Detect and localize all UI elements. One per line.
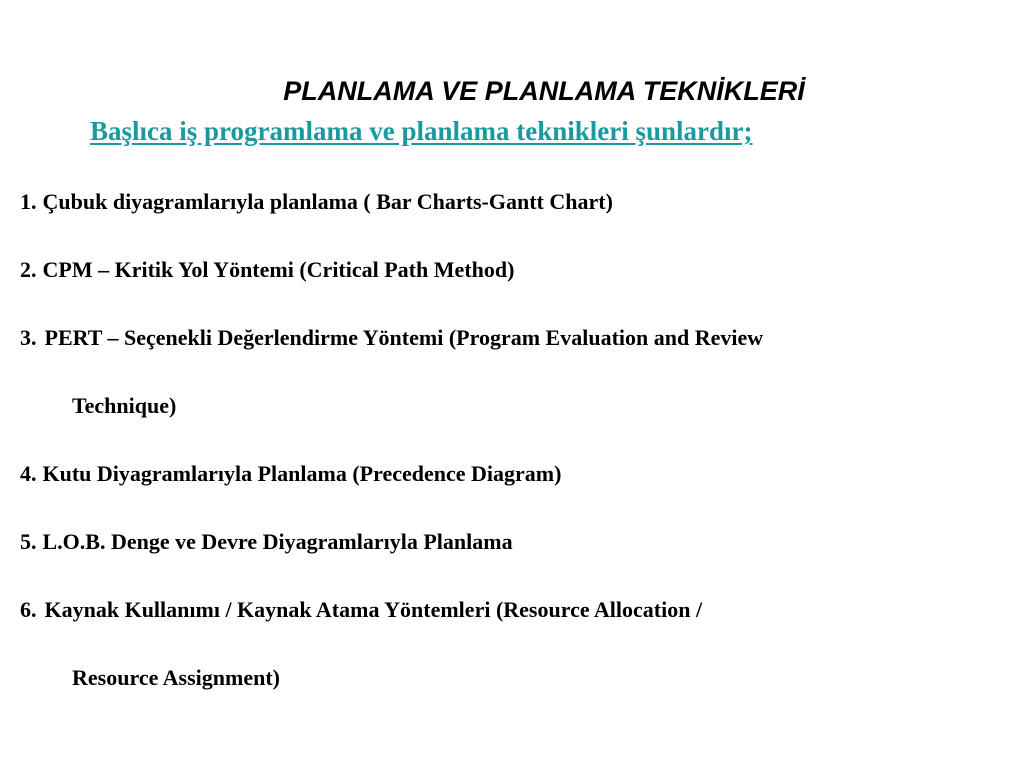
item-number: 4. bbox=[20, 461, 37, 486]
item-text: CPM – Kritik Yol Yöntemi (Critical Path Method) bbox=[42, 257, 515, 282]
item-number: 2. bbox=[20, 257, 37, 282]
item-number: 5. bbox=[20, 529, 37, 554]
item-number: 6. bbox=[20, 597, 37, 622]
item-first-line bbox=[20, 304, 998, 372]
list-item bbox=[20, 185, 998, 219]
item-text: PERT – Seçenekli Değerlendirme Yöntemi (Program Evaluation and Review bbox=[44, 325, 764, 350]
slide-subtitle: Başlıca iş programlama ve planlama teknikleri şunlardır; bbox=[90, 116, 753, 146]
item-first-line bbox=[20, 576, 998, 644]
list-item bbox=[20, 253, 998, 287]
list-item bbox=[20, 576, 998, 712]
list-item bbox=[20, 457, 998, 491]
slide-title: PLANLAMA VE PLANLAMA TEKNİKLERİ bbox=[283, 76, 805, 106]
item-text: Kutu Diyagramlarıyla Planlama (Precedence Diagram) bbox=[42, 461, 562, 486]
item-continuation: Resource Assignment) bbox=[72, 665, 280, 690]
item-number: 3. bbox=[20, 325, 37, 350]
item-text: Kaynak Kullanımı / Kaynak Atama Yöntemleri (Resource Allocation / bbox=[44, 597, 703, 622]
techniques-list bbox=[20, 185, 998, 729]
item-number: 1. bbox=[20, 189, 37, 214]
item-text: L.O.B. Denge ve Devre Diyagramlarıyla Planlama bbox=[42, 529, 513, 554]
item-text: Çubuk diyagramlarıyla planlama ( Bar Charts-Gantt Chart) bbox=[42, 189, 613, 214]
list-item bbox=[20, 304, 998, 440]
list-item bbox=[20, 525, 998, 559]
item-continuation: Technique) bbox=[72, 393, 177, 418]
